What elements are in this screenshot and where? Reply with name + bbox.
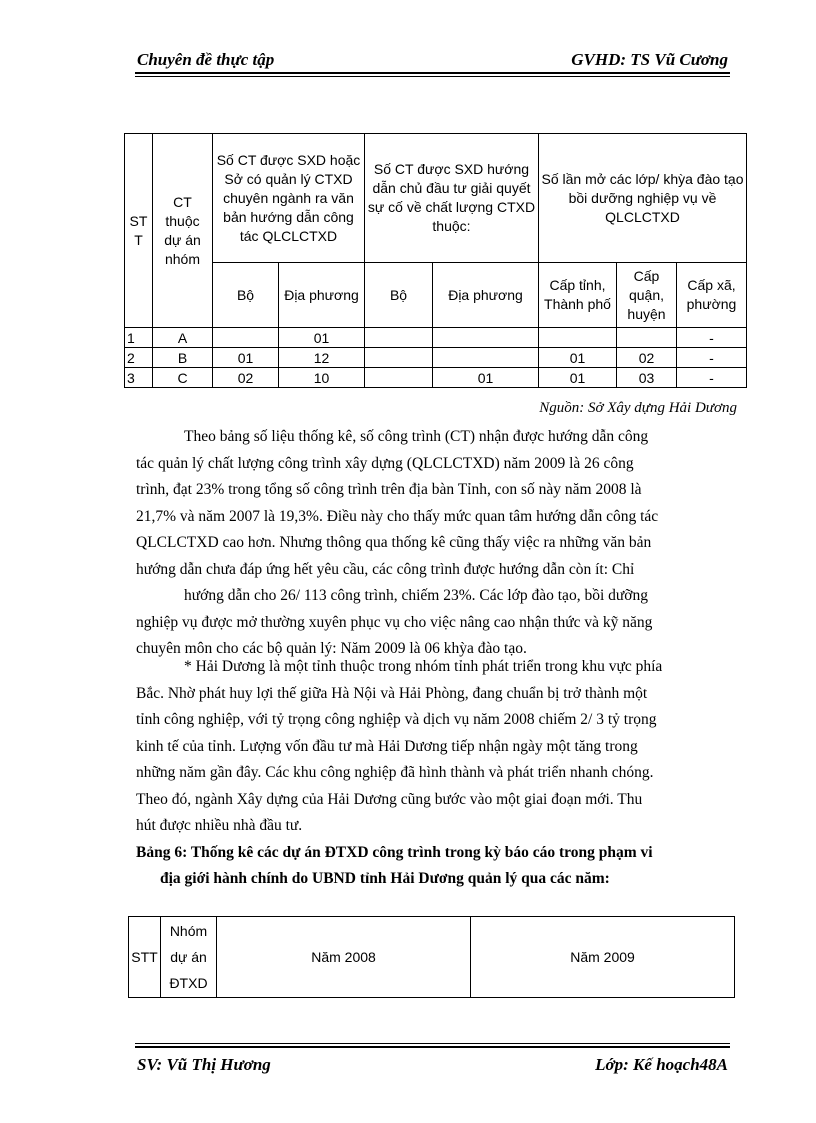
table-cell: 2 [125,348,153,368]
footer-class: Lớp: Kế hoạch48A [595,1055,728,1074]
header-year-2009: Năm 2009 [471,917,735,998]
sub-header-commune: Cấp xã, phường [677,263,747,328]
sub-header-province: Cấp tỉnh, Thành phố [539,263,617,328]
table-cell: 12 [279,348,365,368]
table-cell: 01 [279,328,365,348]
paragraph-2 [136,654,737,840]
header-title: Chuyên đề thực tập [137,50,275,69]
text-line: 21,7% và năm 2007 là 19,3%. Điều này cho thấy mức quan tâm hướng dẫn công tác [136,507,659,525]
text-line: tác quản lý chất lượng công trình xây dựng (QLCLCTXD) năm 2009 là 26 công [136,454,634,472]
paragraph-1 [136,424,737,663]
table-cell [617,328,677,348]
table-cell: - [677,328,747,348]
sub-header-ministry: Bộ [365,263,433,328]
table-row [125,348,747,368]
text-line: chuyên môn cho các bộ quản lý: Năm 2009 là 06 khỳa đào tạo. [136,640,527,657]
text-line: trình, đạt 23% trong tổng số công trình trên địa bàn Tỉnh, con số này năm 2008 là [136,481,642,498]
header-year-2008: Năm 2008 [217,917,471,998]
header-project-group: Nhóm dự án ĐTXD [161,917,217,998]
footer-rule [135,1046,730,1048]
sub-header-local: Địa phương [433,263,539,328]
table-cell [365,348,433,368]
table-cell: 01 [539,368,617,388]
table-cell [365,328,433,348]
text-line: Theo bảng số liệu thống kê, số công trình (CT) nhận được hướng dẫn công [184,428,649,445]
table-cell [213,328,279,348]
table-cell: C [153,368,213,388]
header-project-group: CT thuộc dự án nhóm [153,134,213,328]
text-line: nghiệp vụ được mở thường xuyên phục vụ cho việc nâng cao nhận thức và kỹ năng [136,613,653,631]
table-cell: 01 [539,348,617,368]
stats-table [124,133,747,388]
header-training-courses: Số lần mở các lớp/ khỳa đào tạo bồi dưỡng nghiệp vụ về QLCLCTXD [539,134,747,263]
table-cell: 02 [617,348,677,368]
text-line: Theo đó, ngành Xây dựng của Hải Dương cũng bước vào một giai đoạn mới. Thu [136,790,643,808]
text-line: QLCLCTXD cao hơn. Nhưng thông qua thống kê cũng thấy việc ra những văn bản [136,534,652,551]
text-line: hướng dẫn chưa đáp ứng hết yêu cầu, các công trình được hướng dẫn còn ít: Chỉ [136,560,635,578]
header-rule [135,72,730,74]
table-cell: B [153,348,213,368]
header-supervisor: GVHD: TS Vũ Cương [571,50,728,69]
header-stt: STT [129,917,161,998]
table-cell: 02 [213,368,279,388]
header-sxd-guidance: Số CT được SXD hoặc Sở có quản lý CTXD chuyên ngành ra văn bản hướng dẫn công tác QLCLCTXD [213,134,365,263]
sub-header-local: Địa phương [279,263,365,328]
sub-header-ministry: Bộ [213,263,279,328]
text-line: hướng dẫn cho 26/ 113 công trình, chiếm 23%. Các lớp đào tạo, bồi dưỡng [184,587,648,604]
caption-line: địa giới hành chính do UBND tỉnh Hải Dương quản lý qua các năm: [160,870,610,887]
projects-table [128,916,735,998]
footer-student: SV: Vũ Thị Hương [137,1055,271,1074]
caption-line: Bảng 6: Thống kê các dự án ĐTXD công trình trong kỳ báo cáo trong phạm vi [136,844,653,861]
text-line: những năm gần đây. Các khu công nghiệp đã hình thành và phát triển nhanh chóng. [136,764,654,781]
page-header [135,46,730,72]
sub-header-district: Cấp quận, huyện [617,263,677,328]
table-cell: 10 [279,368,365,388]
table-cell: - [677,348,747,368]
footer-rule-thin [135,1043,730,1044]
table-caption [136,840,737,892]
text-line: * Hải Dương là một tỉnh thuộc trong nhóm tỉnh phát triển trong khu vực phía [184,658,663,675]
table-row [125,368,747,388]
text-line: hút được nhiều nhà đầu tư. [136,817,303,834]
text-line: Bắc. Nhờ phát huy lợi thế giữa Hà Nội và Hải Phòng, đang chuẩn bị trở thành một [136,684,648,702]
header-incident-guidance: Số CT được SXD hướng dẫn chủ đầu tư giải quyết sự cố về chất lượng CTXD thuộc: [365,134,539,263]
table-cell: 1 [125,328,153,348]
table-cell: 03 [617,368,677,388]
header-stt: STT [125,134,153,328]
header-rule-thin [135,76,730,77]
text-line: tỉnh công nghiệp, với tỷ trọng công nghiệp và dịch vụ năm 2008 chiếm 2/ 3 tỷ trọng [136,711,657,728]
table-cell [433,328,539,348]
table-row [125,328,747,348]
table-cell: 3 [125,368,153,388]
table-cell: 01 [213,348,279,368]
table-cell: - [677,368,747,388]
page-footer [135,1043,730,1083]
text-line: kinh tế của tỉnh. Lượng vốn đầu tư mà Hải Dương tiếp nhận ngày một tăng trong [136,737,638,755]
table-source: Nguồn: Sở Xây dựng Hải Dương [539,400,737,416]
table-cell [539,328,617,348]
table-cell [365,368,433,388]
table-cell: 01 [433,368,539,388]
table-cell: A [153,328,213,348]
table-cell [433,348,539,368]
